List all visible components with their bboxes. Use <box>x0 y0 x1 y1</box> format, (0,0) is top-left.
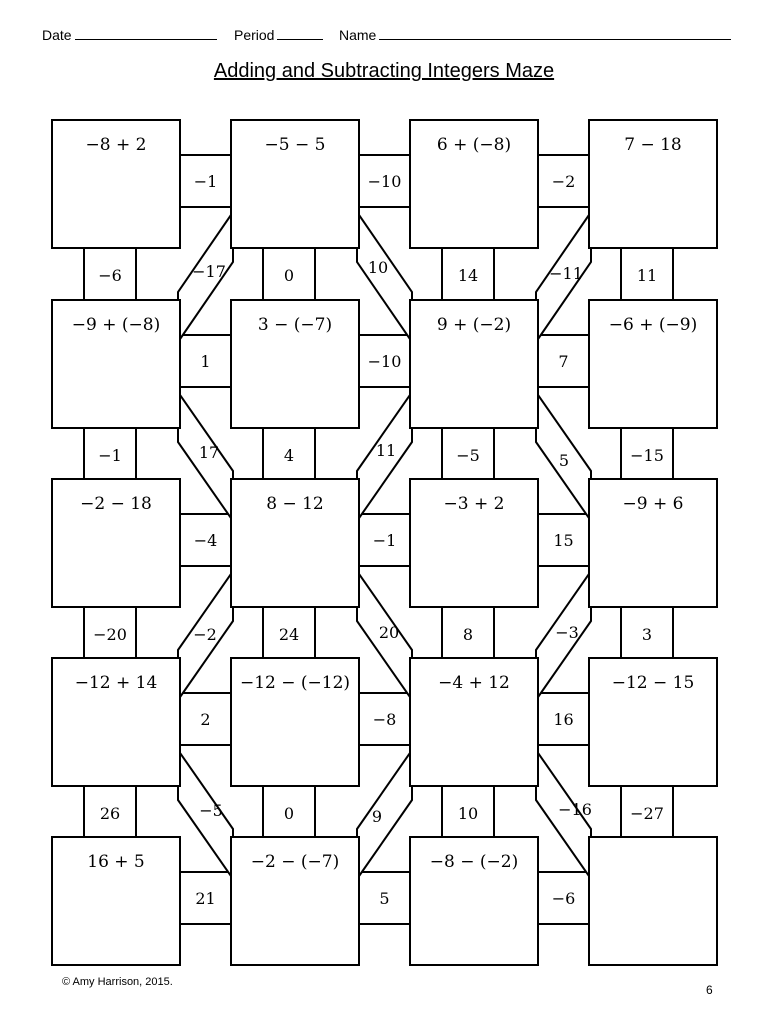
name-label: Name <box>339 27 377 43</box>
vertical-answer: 11 <box>636 266 658 285</box>
maze-expression: −6 + (−9) <box>608 315 698 335</box>
diagonal-answer: −11 <box>549 264 583 283</box>
horizontal-answer: 7 <box>558 352 569 371</box>
maze-expression: 16 + 5 <box>87 852 145 872</box>
diagonal-answer: 9 <box>371 807 383 826</box>
vertical-answer: −6 <box>98 266 122 285</box>
horizontal-answer: −10 <box>367 352 402 371</box>
maze-expression: −12 + 14 <box>74 673 158 693</box>
horizontal-answer: −2 <box>551 172 576 191</box>
diagonal-answer: −5 <box>199 801 223 820</box>
maze-expression: 9 + (−2) <box>436 315 512 335</box>
vertical-answer: 24 <box>278 625 300 644</box>
maze-expression: −12 − 15 <box>611 673 695 693</box>
horizontal-answer: 21 <box>195 889 216 908</box>
diagonal-answer: −3 <box>555 623 579 642</box>
diagonal-answer: 17 <box>198 443 220 462</box>
copyright-text: © Amy Harrison, 2015. <box>62 976 173 988</box>
vertical-answer: 0 <box>283 804 295 823</box>
maze-expression: −4 + 12 <box>438 673 510 693</box>
maze-expression: −9 + (−8) <box>71 315 161 335</box>
maze-expression: −8 + 2 <box>85 135 147 155</box>
maze-expression: −5 − 5 <box>264 135 326 155</box>
maze-expression: 8 − 12 <box>266 494 324 514</box>
maze-expression: −2 − (−7) <box>250 852 340 872</box>
horizontal-answer: 16 <box>553 710 574 729</box>
maze-expression: −2 − 18 <box>80 494 152 514</box>
period-label: Period <box>234 27 275 43</box>
horizontal-answer: 15 <box>553 531 574 550</box>
vertical-answer: 4 <box>283 446 295 465</box>
horizontal-answer: −1 <box>193 172 218 191</box>
diagonal-answer: −2 <box>193 625 217 644</box>
maze-expression: 3 − (−7) <box>257 315 333 335</box>
vertical-answer: 10 <box>457 804 479 823</box>
horizontal-answer: −1 <box>372 531 397 550</box>
vertical-answer: −15 <box>630 446 664 465</box>
maze-expression: 6 + (−8) <box>436 135 512 155</box>
diagonal-connector <box>357 750 412 879</box>
vertical-answer: −5 <box>456 446 480 465</box>
diagonal-answer: 20 <box>378 623 400 642</box>
vertical-answer: 26 <box>99 804 121 823</box>
horizontal-answer: −8 <box>372 710 397 729</box>
horizontal-answer: 2 <box>200 710 211 729</box>
horizontal-answer: −6 <box>551 889 576 908</box>
diagonal-answer: −16 <box>558 800 592 819</box>
maze-expression: −9 + 6 <box>622 494 684 514</box>
vertical-answer: 3 <box>641 625 653 644</box>
horizontal-answer: 1 <box>200 352 211 371</box>
vertical-answer: −20 <box>93 625 127 644</box>
maze-expression: 7 − 18 <box>624 135 682 155</box>
horizontal-answer: −10 <box>367 172 402 191</box>
vertical-answer: 14 <box>457 266 479 285</box>
vertical-answer: −27 <box>630 804 664 823</box>
vertical-answer: 0 <box>283 266 295 285</box>
horizontal-answer: −4 <box>193 531 218 550</box>
diagonal-answer: −17 <box>192 262 226 281</box>
vertical-answer: 8 <box>462 625 474 644</box>
maze-expression: −3 + 2 <box>443 494 505 514</box>
maze-expression: −12 − (−12) <box>239 673 351 693</box>
date-label: Date <box>42 27 72 43</box>
diagonal-connector <box>357 212 412 342</box>
diagonal-answer: 11 <box>375 441 397 460</box>
page-number: 6 <box>706 983 713 997</box>
page-title: Adding and Subtracting Integers Maze <box>213 60 555 82</box>
diagonal-answer: 10 <box>367 258 389 277</box>
maze-box <box>589 837 717 965</box>
maze-expression: −8 − (−2) <box>429 852 519 872</box>
diagonal-answer: 5 <box>558 451 570 470</box>
vertical-answer: −1 <box>98 446 122 465</box>
horizontal-answer: 5 <box>379 889 390 908</box>
